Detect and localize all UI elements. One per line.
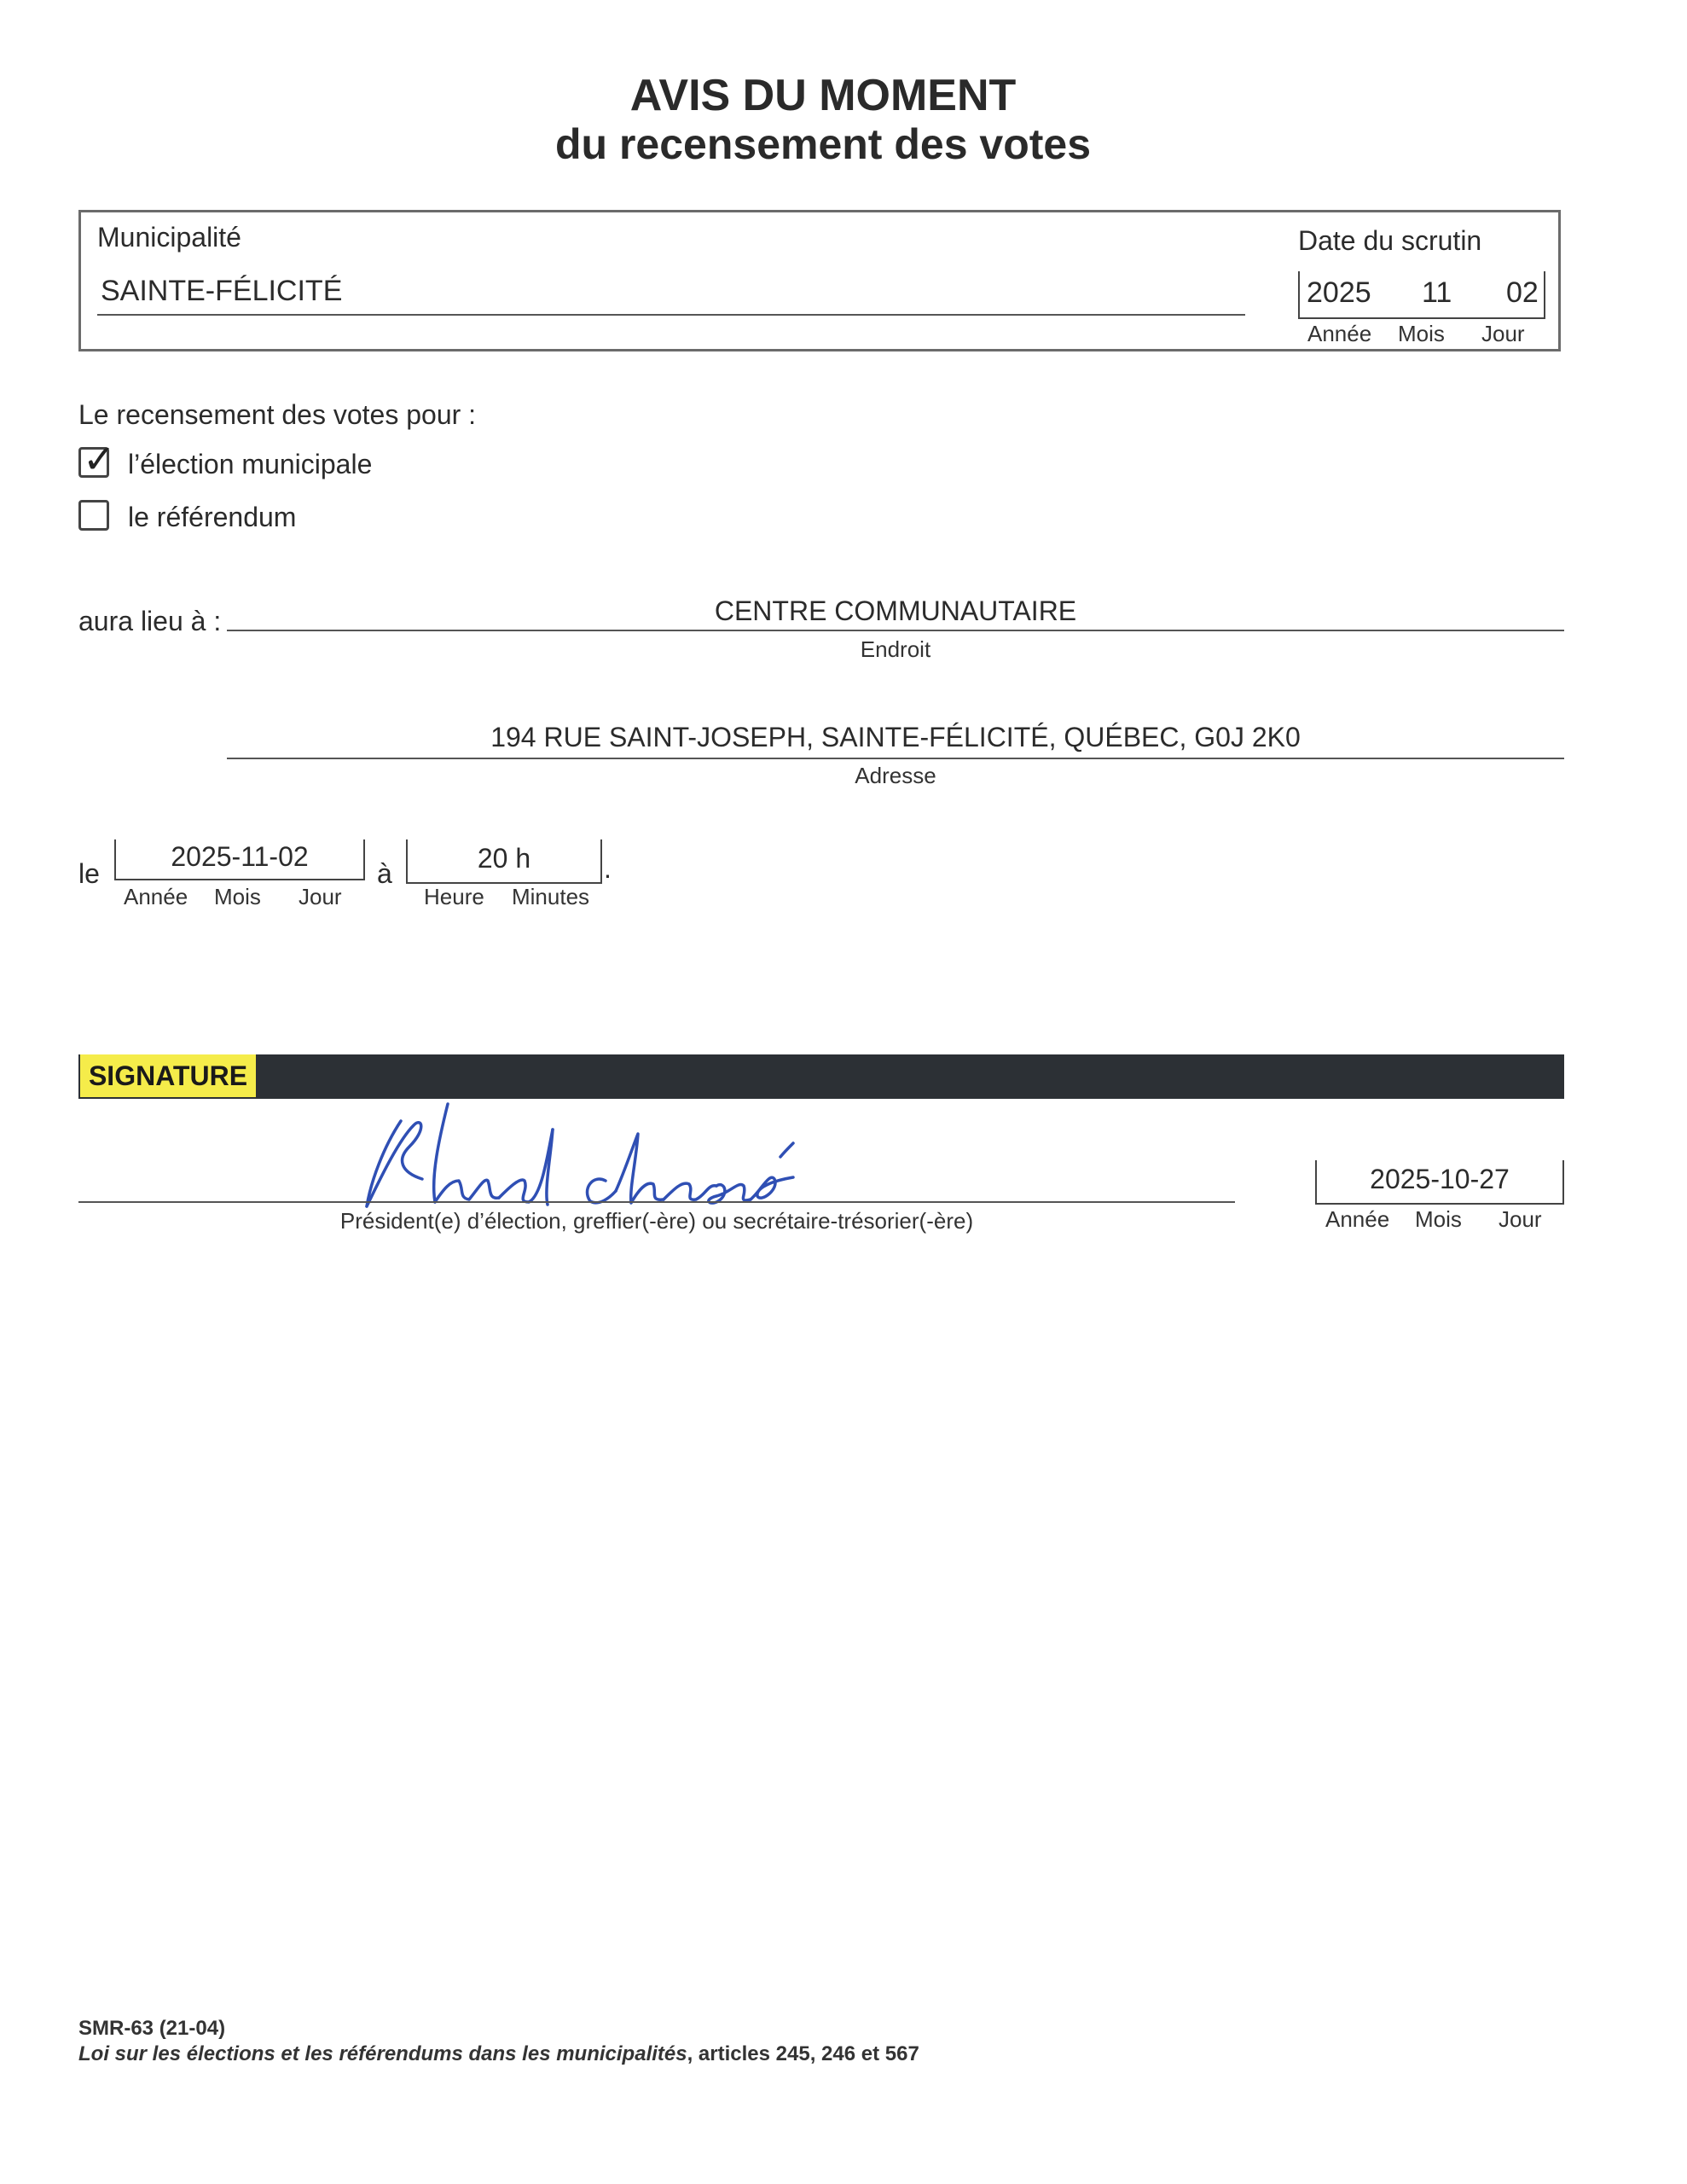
place-underline <box>227 630 1564 631</box>
election-date-label: Date du scrutin <box>1298 225 1482 256</box>
signer-caption: Président(e) d’élection, greffier(-ère) ou secrétaire-trésorier(-ère) <box>339 1208 974 1234</box>
address-value: 194 RUE SAINT-JOSEPH, SAINTE-FÉLICITÉ, QUÉBEC, G0J 2K0 <box>490 722 1301 752</box>
count-for-label: Le recensement des votes pour : <box>78 399 477 430</box>
municipality-value: SAINTE-FÉLICITÉ <box>101 275 343 307</box>
page-subtitle: du recensement des votes <box>554 120 1092 168</box>
referendum-checkbox[interactable] <box>78 500 109 531</box>
election-date-month: 11 <box>1422 276 1452 309</box>
when-period: . <box>604 853 612 884</box>
handwritten-signature <box>350 1095 810 1223</box>
count-date-day-caption: Jour <box>299 884 342 909</box>
when-le-label: le <box>78 858 100 889</box>
election-date-month-caption: Mois <box>1398 321 1445 346</box>
election-date-day-caption: Jour <box>1481 321 1525 346</box>
count-time-minutes-caption: Minutes <box>512 884 590 909</box>
signature-date-year-caption: Année <box>1325 1206 1390 1232</box>
municipality-underline <box>97 314 1245 316</box>
signature-section-label: SIGNATURE <box>80 1054 256 1097</box>
count-date-value: 2025-11-02 <box>171 841 309 872</box>
election-date-day: 02 <box>1506 276 1539 309</box>
municipal-election-label: l’élection municipale <box>128 449 373 479</box>
municipal-election-checkbox[interactable] <box>78 436 116 482</box>
election-date-year: 2025 <box>1307 276 1371 309</box>
count-time-value: 20 h <box>477 843 531 874</box>
location-prefix: aura lieu à : <box>78 606 222 636</box>
referendum-label: le référendum <box>128 502 297 532</box>
election-date-year-caption: Année <box>1307 321 1372 346</box>
form-code: SMR-63 (21-04) <box>78 2017 226 2040</box>
law-reference <box>78 2042 919 2066</box>
signature-section-bar <box>78 1054 1564 1099</box>
when-a-label: à <box>377 858 392 889</box>
count-date-year-caption: Année <box>124 884 188 909</box>
address-caption: Adresse <box>855 763 936 788</box>
checkmark-icon: ✓ <box>83 436 116 482</box>
count-date-month-caption: Mois <box>214 884 261 909</box>
place-caption: Endroit <box>860 636 931 662</box>
address-underline <box>227 758 1564 759</box>
signature-date-value: 2025-10-27 <box>1370 1164 1510 1194</box>
law-articles: , articles 245, 246 et 567 <box>687 2042 919 2065</box>
signature-date-month-caption: Mois <box>1415 1206 1462 1232</box>
signature-date-day-caption: Jour <box>1499 1206 1542 1232</box>
page-title: AVIS DU MOMENT <box>629 71 1017 120</box>
place-value: CENTRE COMMUNAUTAIRE <box>714 595 1077 626</box>
municipality-label: Municipalité <box>97 222 241 253</box>
count-time-hour-caption: Heure <box>424 884 484 909</box>
signature-underline <box>78 1201 1235 1203</box>
law-title: Loi sur les élections et les référendums dans les municipalités <box>78 2042 687 2065</box>
